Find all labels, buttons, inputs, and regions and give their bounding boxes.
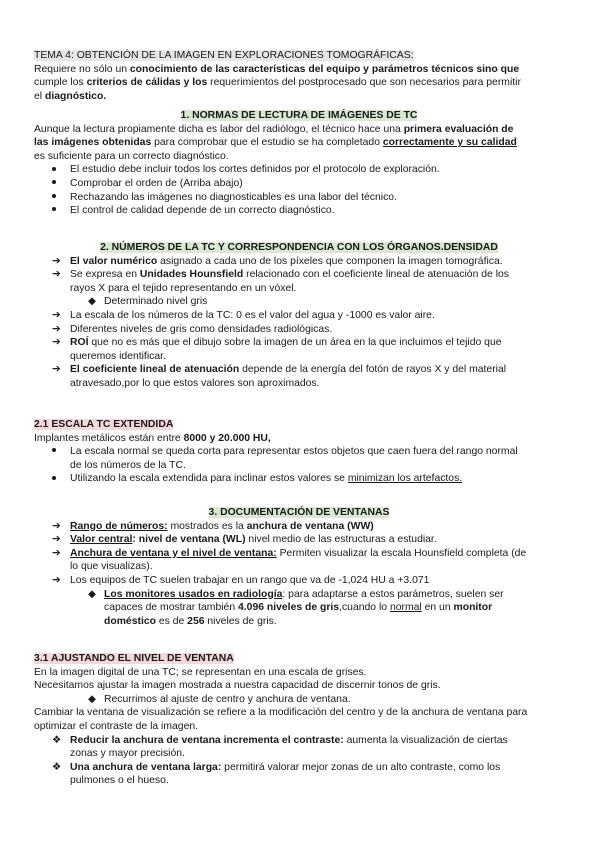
arrow-icon: ➔ [52,269,61,281]
arrow-icon: ➔ [52,547,61,559]
bullet-icon [52,191,66,205]
list-item: ➔ Diferentes niveles de gris como densidades radiológicas. [52,323,333,335]
list-item: ◆ Los monitores usados en radiología: para adaptarse a estos parámetros, suelen ser capaces de mostrar también 4.096 niveles de gris,cuando lo normal en un monitor doméstico es de 256 niveles de gris. [88,588,504,627]
list-item: ➔ El coeficiente lineal de atenuación depende de la energía del fotón de rayos X y del material atravesado,por lo que estos valores son aproximados. [52,364,507,389]
bullet-icon [52,177,66,191]
section-3-1-paragraph: Cambiar la ventana de visualización se refiere a la modificación del centro y de la anchura de ventana para optimizar el contraste de la imagen. [34,707,528,732]
arrow-icon: ➔ [52,309,61,321]
section-3-1 [34,652,564,788]
section-3-1-paragraph: En la imagen digital de una TC; se representan en una escala de grises. [34,666,367,678]
list-item: ◆ Determinado nivel gris [88,296,208,308]
bullet-icon [52,445,66,459]
list-item: ➔ ROÍ que no es más que el dibujo sobre la imagen de un área en la que incluimos el tejido que queremos identificar. [52,337,502,362]
section-3 [34,506,564,628]
diamond-icon: ◆ [88,693,96,705]
section-2-1 [34,418,564,486]
list-item: ➔ Valor central: nivel de ventana (WL) nivel medio de las estructuras a estudiar. [52,534,437,546]
bullet-icon [52,472,66,486]
diamond-cross-icon: ❖ [52,734,62,746]
section-3-heading: 3. DOCUMENTACIÓN DE VENTANAS [208,507,390,518]
section-2-1-paragraph: Implantes metálicos están entre 8000 y 20.000 HU, [34,432,271,444]
list-item: Utilizando la escala extendida para inclinar estos valores se minimizan los artefactos. [34,472,564,486]
section-3-1-heading: 3.1 AJUSTANDO EL NIVEL DE VENTANA [34,653,234,664]
document-header [34,49,564,103]
arrow-icon: ➔ [52,255,61,267]
list-item: ➔ Rango de números: mostrados es la anchura de ventana (WW) [52,520,374,532]
arrow-icon: ➔ [52,337,61,349]
section-2 [34,241,564,391]
diamond-icon: ◆ [88,588,96,600]
list-item: ➔ Los equipos de TC suelen trabajar en un rango que va de -1,024 HU a +3.071 [52,574,430,586]
list-item: El control de calidad depende de un correcto diagnóstico. [34,204,564,218]
list-item: ➔ Se expresa en Unidades Hounsfield relacionado con el coeficiente lineal de atenuación de los rayos X para el tejido representando en un vóxel. [52,269,509,294]
bullet-icon [52,163,66,177]
list-item: Rechazando las imágenes no diagnosticables es una labor del técnico. [34,191,564,205]
section-1-paragraph: Aunque la lectura propiamente dicha es labor del radiólogo, el técnico hace una primera evaluación de las imágenes obtenidas para comprobar que el estudio se ha completado correctamente y su calidad es suficiente para un correcto diagnóstico. [34,123,517,162]
page-title: TEMA 4: OBTENCIÓN DE LA IMAGEN EN EXPLORACIONES TOMOGRÁFICAS: [34,50,414,61]
section-3-1-paragraph: Necesitamos ajustar la imagen mostrada a nuestra capacidad de discernir tonos de gris. [34,680,441,692]
bullet-icon [52,204,66,218]
list-item: Comprobar el orden de (Arriba abajo) [34,177,564,191]
diamond-cross-icon: ❖ [52,761,62,773]
arrow-icon: ➔ [52,364,61,376]
section-2-1-heading: 2.1 ESCALA TC EXTENDIDA [34,419,174,430]
intro-paragraph: Requiere no sólo un conocimiento de las características del equipo y parámetros técnicos sino que cumple los criterios de cálidas y los requerimientos del postprocesado que son necesarios para permitir el diagnóstico. [34,63,521,102]
list-item: ➔ La escala de los números de la TC: 0 es el valor del agua y -1000 es valor aire. [52,309,435,321]
list-item: ➔ Anchura de ventana y el nivel de ventana: Permiten visualizar la escala Hounsfield completa (de lo que visualizas). [52,547,527,573]
arrow-icon: ➔ [52,520,61,532]
list-item: El estudio debe incluir todos los cortes definidos por el protocolo de exploración. [34,163,564,177]
arrow-icon: ➔ [52,534,61,546]
list-item: ❖ Reducir la anchura de ventana incrementa el contraste: aumenta la visualización de ciertas zonas y mayor precisión. [52,734,508,760]
section-2-heading: 2. NÚMEROS DE LA TC Y CORRESPONDENCIA CON LOS ÓRGANOS.DENSIDAD [100,242,498,253]
list-item: ➔ El valor numérico asignado a cada uno de los píxeles que componen la imagen tomográfica. [52,255,503,267]
section-1-heading: 1. NORMAS DE LECTURA DE IMÁGENES DE TC [180,110,418,121]
section-1 [34,109,564,218]
list-item: ❖ Una anchura de ventana larga: permitirá valorar mejor zonas de un alto contraste, como los pulmones o el hueso. [52,761,501,787]
diamond-icon: ◆ [88,296,96,308]
arrow-icon: ➔ [52,574,61,586]
list-item: La escala normal se queda corta para representar estos objetos que caen fuera del rango normal de los números de la TC. [34,445,564,472]
list-item: ◆ Recurrimos al ajuste de centro y anchura de ventana. [88,693,351,705]
arrow-icon: ➔ [52,323,61,335]
